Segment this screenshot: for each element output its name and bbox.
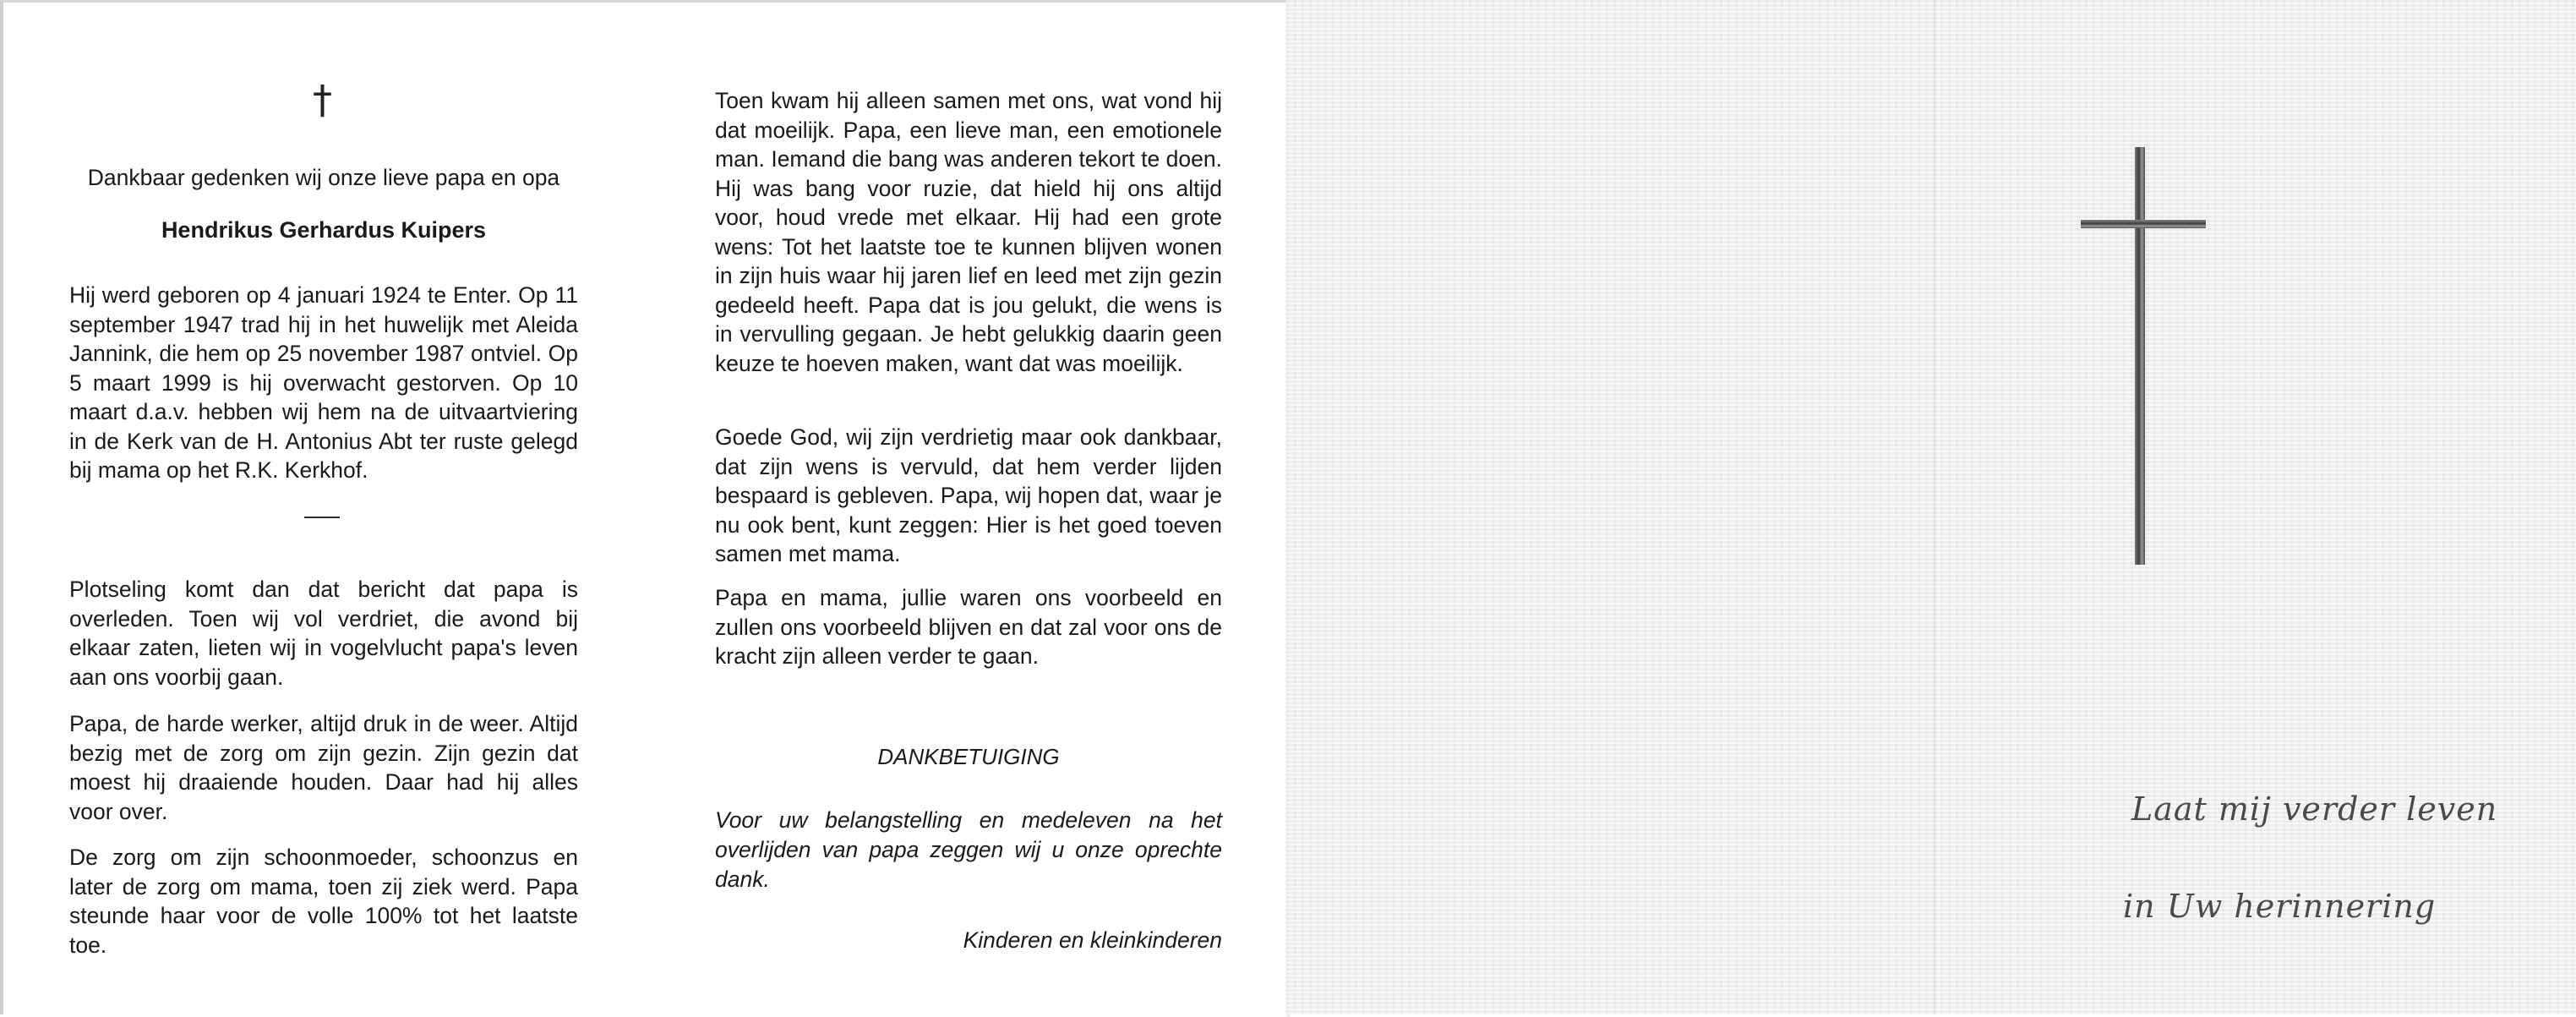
paragraph-good-god: Goede God, wij zijn verdrietig maar ook dankbaar, dat zijn wens is vervuld, dat hem verder lijden bespaard is gebleven. Papa, wij hopen dat, waar je nu ook bent, kunt zeggen: Hier is het goed toeven samen met mama. xyxy=(715,424,1222,566)
paragraph-biography: Hij werd geboren op 4 januari 1924 te Enter. Op 11 september 1947 trad hij in het huwelijk met Aleida Jannink, die hem op 25 november 1987 ontviel. Op 5 maart 1999 is hij overwacht gestorven. Op 10 maart d.a.v. hebben wij hem na de uitvaartviering in de Kerk van de H. Antonius Abt ter ruste gelegd bij mama op het R.K. Kerkhof. xyxy=(69,282,578,483)
verse-line-1: Laat mij verder leven xyxy=(2131,790,2498,828)
paragraph-alone: Toen kwam hij alleen samen met ons, wat vond hij dat moeilijk. Papa, een lieve man, een emotionele man. Iemand die bang was anderen tekort te doen. Hij was bang voor ruzie, dat hield hij ons altijd voor, houd vrede met elkaar. Hij had een grote wens: Tot het laatste toe te kunnen blijven wonen in zijn huis waar hij jaren lief en leed met zijn gezin gedeeld heeft. Papa dat is jou gelukt, die wens is in vervulling gegaan. Je hebt gelukkig daarin geen keuze te hoeven maken, want dat was moeilijk. xyxy=(715,88,1222,376)
cross-icon xyxy=(2081,147,2208,565)
cover-fold xyxy=(1934,0,1936,1014)
thanks-text: Voor uw belangstelling en medeleven na het overlijden van papa zeggen wij u onze oprechte dank. xyxy=(715,807,1222,892)
verse-line-2: in Uw herinnering xyxy=(2123,888,2437,925)
inner-spread xyxy=(0,0,1286,1014)
dedication-line: Dankbaar gedenken wij onze lieve papa en opa xyxy=(87,165,560,190)
deceased-name: Hendrikus Gerhardus Kuipers xyxy=(161,217,487,243)
paragraph-sudden-news: Plotseling komt dan dat bericht dat papa is overleden. Toen wij vol verdriet, die avond bij elkaar zaten, lieten wij in vogelvlucht papa's leven aan ons voorbij gaan. xyxy=(69,577,578,690)
thanks-signature: Kinderen en kleinkinderen xyxy=(963,927,1222,953)
thanks-title: DANKBETUIGING xyxy=(877,744,1060,769)
cross-symbol: † xyxy=(313,77,332,123)
paragraph-care: De zorg om zijn schoonmoeder, schoonzus en later de zorg om mama, toen zij ziek werd. Papa steunde haar voor de volle 100% tot het laatste toe. xyxy=(69,845,578,958)
front-cover xyxy=(1286,0,2576,1014)
paragraph-example: Papa en mama, jullie waren ons voorbeeld en zullen ons voorbeeld blijven en dat zal voor ons de kracht zijn alleen verder te gaan. xyxy=(715,585,1222,669)
section-divider xyxy=(304,517,340,518)
paragraph-hard-worker: Papa, de harde werker, altijd druk in de weer. Altijd bezig met de zorg om zijn gezin. Zijn gezin dat moest hij draaiende houden. Daar had hij alles voor over. xyxy=(69,711,578,824)
